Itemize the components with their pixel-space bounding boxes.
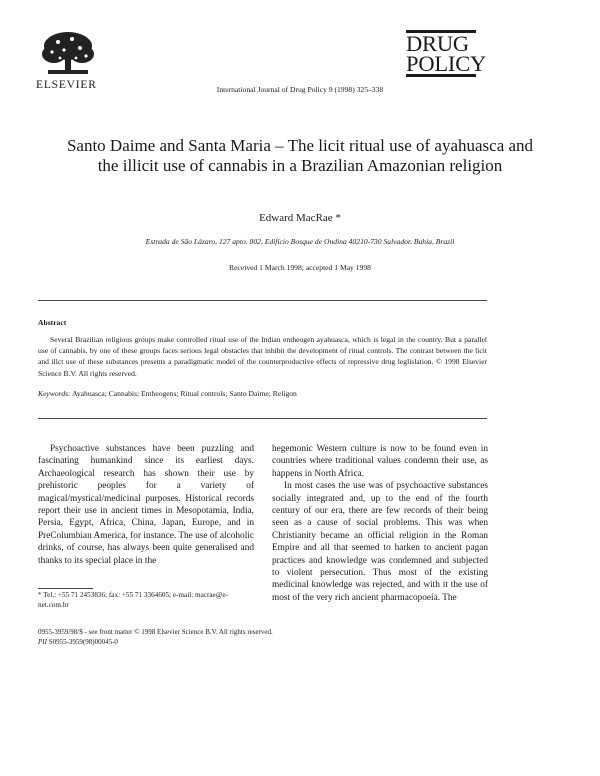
- article-author: Edward MacRae *: [259, 212, 341, 224]
- author-affiliation: Estrada de São Lázaro, 127 apto. 802, Edifício Bosque de Ondina 40210-730 Salvador, Bahia, Brazil: [145, 237, 455, 246]
- elsevier-tree-logo: [38, 30, 98, 78]
- keywords-label: Keywords:: [38, 389, 71, 398]
- abstract-top-rule: [38, 300, 487, 301]
- body-column-right: [272, 443, 488, 604]
- body-column-left: [38, 443, 254, 567]
- abstract-text: Several Brazilian religious groups make controlled ritual use of the Indian entheogen ayahuasca, which is legal in the country. But a parallel use of cannabis, by one of these groups faces serious legal obstacles that inhibit the development of ritual controls. The contrast between the licit and illct use of these substances presents a paradigmatic model of the counterproductive effects of repressive drug leglislation. © 1998 Elsevier Science B.V. All rights reserved.: [38, 335, 487, 378]
- publisher-name: ELSEVIER: [36, 79, 97, 91]
- keywords-text: Ayahuasca; Cannabis; Entheogens; Ritual controls; Santo Daime; Religon: [70, 389, 297, 398]
- author-footnote: * Tel.: +55 71 2453836; fax: +55 71 3364605; e-mail: macrae@e-net.com.br: [38, 591, 228, 609]
- journal-citation: International Journal of Drug Policy 9 (1998) 325–338: [216, 85, 384, 94]
- keywords: [38, 389, 487, 398]
- received-dates: Received 1 March 1998; accepted 1 May 1998: [229, 263, 371, 272]
- abstract-heading: Abstract: [38, 318, 67, 327]
- pii-label: PII: [38, 638, 47, 646]
- body-paragraph: In most cases the use was of psychoactive substances socially integrated and, up to the end of the fourth century of our era, there are few records of their being seen as a cause of social problems. This was when Christianity became an official religion in the Roman Empire and all that seemed to harken to ancient pagan practices and knowledge was condemned and subjected to violent persecution. Thus most of the existing medicinal knowledge was rejected, and with it the use of most of the very rich ancient pharmacopoeia. The: [272, 481, 488, 603]
- abstract-bottom-rule: [38, 418, 487, 419]
- brand-line-1: DRUG: [406, 31, 469, 56]
- issn-line: 0955-3959/98/$ - see front matter © 1998 Elsevier Science B.V. All rights reserved.: [38, 628, 273, 636]
- brand-line-2: POLICY: [406, 51, 487, 76]
- body-paragraph: hegemonic Western culture is now to be found even in countries where traditional values condemn their use, as happens in North Africa.: [272, 444, 488, 479]
- journal-brand-logo: [406, 30, 487, 77]
- footnote-rule: [38, 588, 93, 589]
- front-matter: [38, 627, 273, 647]
- pii-line: [38, 637, 273, 647]
- pii-value: S0955-3959(98)00045-0: [46, 638, 118, 646]
- article-title: Santo Daime and Santa Maria – The licit ritual use of ayahuasca and the illicit use of cannabis in a Brazilian Amazonian religion: [66, 136, 534, 175]
- body-paragraph: Psychoactive substances have been puzzling and fascinating humankind since its earliest days. Archaeological research has shown their use by prehistoric peoples for a variety of magical/mystical/medicinal purposes. Historical records report their use in ancient times in Mesopotamia, India, Persia, Egypt, Africa, China, Japan, Europe, and in PreColumbian America, for instance. The use of alcoholic drinks, of course, has always been quite generalised and thanks to its special place in the: [38, 444, 254, 566]
